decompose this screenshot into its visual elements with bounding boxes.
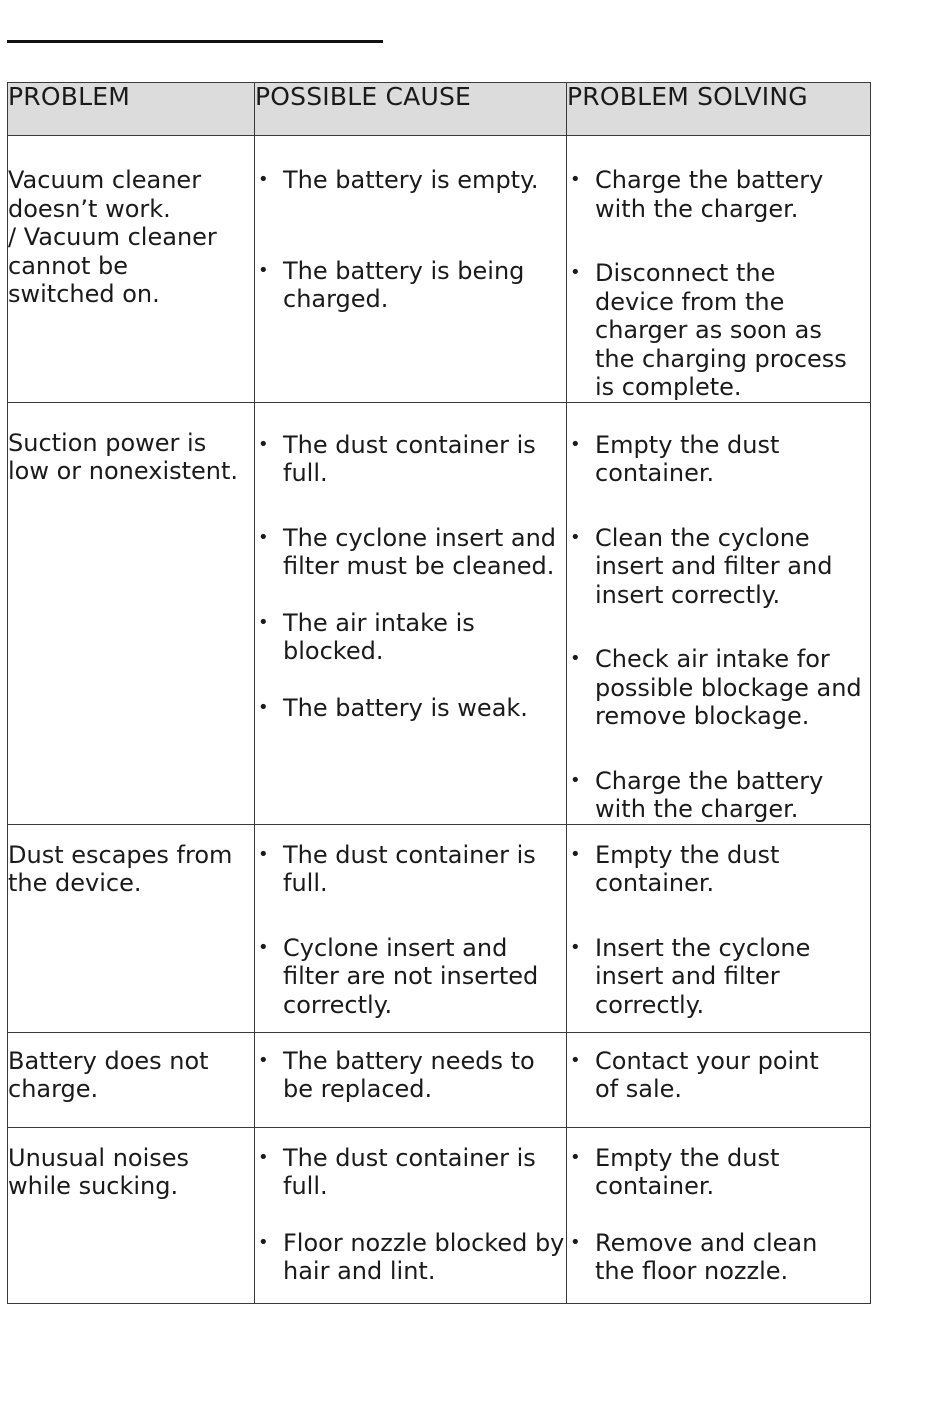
bullet-icon: • (570, 648, 581, 669)
cause-cell (255, 136, 567, 403)
cause-item: • Floor nozzle blocked by hair and lint. (258, 1228, 565, 1285)
bullet-icon: • (570, 262, 581, 283)
solution-item: • Disconnect the device from the charger as soon as the charging process is complete. (570, 259, 847, 401)
cause-item: • Cyclone insert and filter are not inserted correctly. (258, 933, 539, 1019)
cause-cell (255, 824, 567, 1032)
cause-item: • The cyclone insert and filter must be cleaned. (258, 523, 557, 580)
cause-cell (255, 1032, 567, 1127)
problem-cell (8, 136, 255, 403)
bullet-icon: • (258, 169, 269, 190)
table-row (8, 824, 871, 1032)
problem-line: cannot be (8, 251, 129, 280)
solution-cell (567, 1127, 871, 1303)
bullet-icon: • (570, 936, 581, 958)
problem-line: doesn’t work. (8, 194, 171, 223)
problem-line: low or nonexistent. (8, 457, 239, 485)
problem-cell (8, 824, 255, 1032)
cause-item: • The battery needs to be replaced. (258, 1046, 535, 1103)
solution-item: • Charge the battery with the charger. (570, 166, 824, 223)
problem-line: Battery does not (8, 1046, 209, 1075)
solution-item: • Empty the dust container. (570, 840, 780, 897)
bullet-icon: • (570, 843, 581, 865)
table-row (8, 1032, 871, 1127)
solution-cell (567, 1032, 871, 1127)
bullet-icon: • (258, 1231, 269, 1253)
cause-cell (255, 1127, 567, 1303)
bullet-icon: • (570, 1231, 581, 1253)
solution-item: • Empty the dust container. (570, 430, 780, 487)
problem-cell (8, 1127, 255, 1303)
problem-cell (8, 1032, 255, 1127)
bullet-icon: • (570, 526, 581, 548)
bullet-icon: • (258, 1146, 269, 1168)
problem-line: Vacuum cleaner (8, 166, 202, 194)
bullet-icon: • (258, 433, 269, 455)
bullet-icon: • (258, 696, 269, 718)
cause-cell (255, 402, 567, 824)
solution-item: • Check air intake for possible blockage and remove blockage. (570, 645, 862, 730)
bullet-icon: • (258, 1049, 269, 1071)
solution-item: • Remove and clean the floor nozzle. (570, 1228, 818, 1285)
table-row (8, 402, 871, 824)
problem-line: switched on. (8, 280, 160, 308)
header-problem-solving: PROBLEM SOLVING (567, 83, 871, 136)
table-row (8, 1127, 871, 1303)
cause-item: • The battery is empty. (258, 166, 539, 194)
header-possible-cause: POSSIBLE CAUSE (255, 83, 567, 136)
cause-item: • The dust container is full. (258, 840, 536, 897)
troubleshooting-table (7, 82, 871, 1304)
bullet-icon: • (258, 936, 269, 958)
bullet-icon: • (258, 526, 269, 548)
bullet-icon: • (258, 843, 269, 865)
bullet-icon: • (570, 169, 581, 190)
bullet-icon: • (258, 259, 269, 281)
problem-line: Unusual noises (8, 1143, 190, 1172)
cause-item: • The dust container is full. (258, 430, 536, 487)
problem-line: Dust escapes from (8, 840, 233, 869)
cause-item: • The battery is being charged. (258, 256, 525, 313)
table-row (8, 136, 871, 403)
bullet-icon: • (570, 433, 581, 455)
cause-item: • The air intake is blocked. (258, 608, 475, 665)
solution-item: • Contact your point of sale. (570, 1046, 819, 1103)
problem-line: while sucking. (8, 1172, 179, 1200)
solution-cell (567, 402, 871, 824)
solution-cell (567, 824, 871, 1032)
problem-line: the device. (8, 869, 142, 897)
problem-cell (8, 402, 255, 824)
bullet-icon: • (570, 1146, 581, 1168)
bullet-icon: • (570, 1049, 581, 1071)
table-header-row (8, 83, 871, 136)
cause-item: • The battery is weak. (258, 693, 528, 722)
cause-item: • The dust container is full. (258, 1143, 536, 1200)
header-problem: PROBLEM (8, 83, 255, 136)
bullet-icon: • (570, 769, 581, 791)
problem-line: / Vacuum cleaner (8, 223, 217, 251)
solution-item: • Charge the battery with the charger. (570, 766, 824, 823)
solution-item: • Insert the cyclone insert and filter correctly. (570, 933, 811, 1019)
solution-item: • Empty the dust container. (570, 1143, 780, 1200)
problem-line: Suction power is (8, 428, 207, 457)
problem-line: charge. (8, 1075, 99, 1103)
bullet-icon: • (258, 611, 269, 633)
solution-item: • Clean the cyclone insert and filter and insert correctly. (570, 523, 833, 609)
section-heading-rule (7, 40, 383, 43)
solution-cell (567, 136, 871, 403)
